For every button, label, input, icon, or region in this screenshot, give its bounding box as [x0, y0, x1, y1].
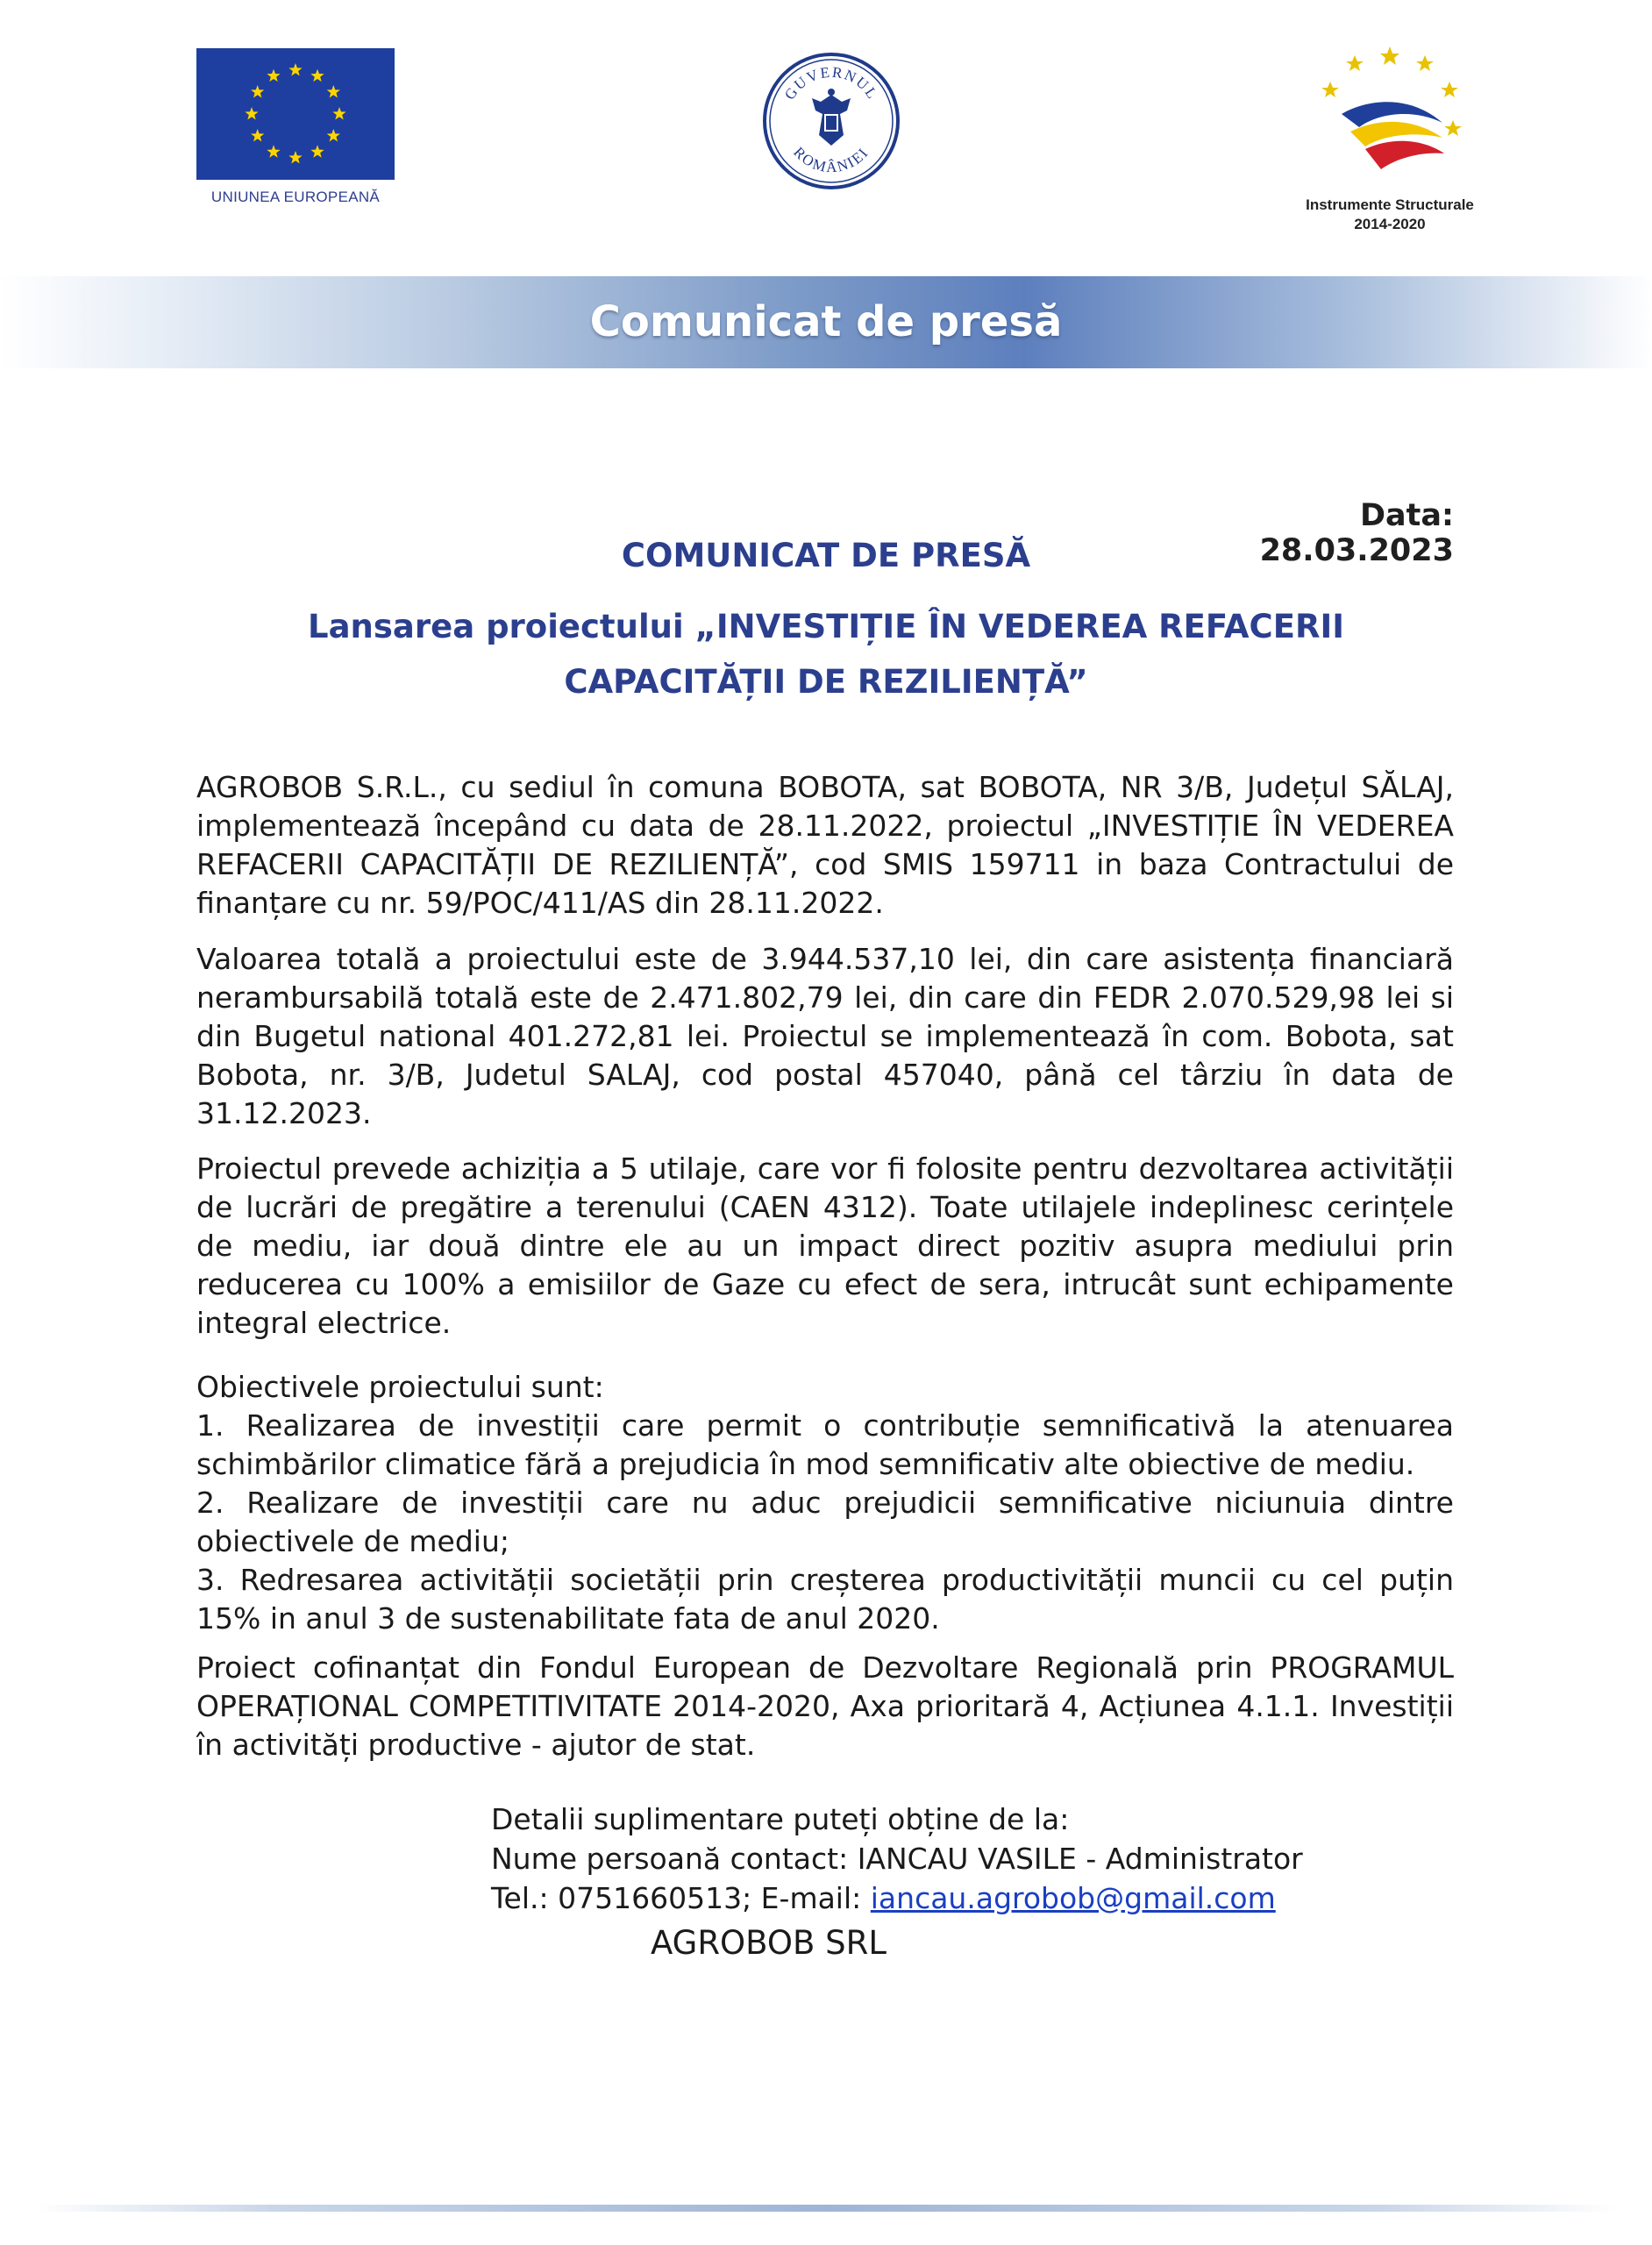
paragraph-project-value: Valoarea totală a proiectului este de 3.944.537,10 lei, din care asistența financiară nerambursabilă totală este de 2.471.802,79 lei, din care din FEDR 2.070.529,98 lei si din Bugetul national 401.272,81 lei. Proiectul se implementează în com. Bobota, sat Bobota, nr. 3/B, Judetul SALAJ, cod postal 457040, până cel târziu în data de 31.12.2023. [196, 942, 1454, 1130]
objective-item: 3. Redresarea activității societății prin creșterea productivității muncii cu cel puțin 15% in anul 3 de sustenabilitate fata de anul 2020. [196, 1563, 1454, 1636]
project-title-line1: Lansarea proiectului „INVESTIȚIE ÎN VEDEREA REFACERII [308, 608, 1344, 645]
eu-flag-icon [196, 48, 395, 180]
objective-item: 2. Realizare de investiții care nu aduc prejudicii semnificative niciunuia dintre obiectivele de mediu; [196, 1486, 1454, 1558]
press-release-banner [0, 276, 1652, 368]
government-seal-logo [761, 51, 901, 191]
structural-instruments-logo [1276, 39, 1504, 241]
banner-title: Comunicat de presă [589, 297, 1063, 346]
objective-item: 1. Realizarea de investiții care permit o contribuție semnificativă la atenuarea schimbărilor climatice fără a prejudicia în mod semnificativ alte obiective de mediu. [196, 1408, 1454, 1481]
structural-instruments-caption-line1: Instrumente Structurale [1306, 196, 1474, 213]
contact-details [491, 1800, 1456, 1918]
structural-instruments-caption-line2: 2014-2020 [1354, 216, 1426, 232]
svg-text:GUVERNUL: GUVERNUL [780, 63, 882, 103]
contact-phone: Tel.: 0751660513; E-mail: [491, 1881, 871, 1915]
contact-intro: Detalii suplimentare puteți obține de la: [491, 1802, 1070, 1836]
svg-text:ROMÂNIEI: ROMÂNIEI [790, 143, 872, 176]
paragraph-company-info: AGROBOB S.R.L., cu sediul în comuna BOBOTA, sat BOBOTA, NR 3/B, Județul SĂLAJ, implementează începând cu data de 28.11.2022, proiectul „INVESTIȚIE ÎN VEDEREA REFACERII CAPACITĂȚII DE REZILIENȚĂ”, cod SMIS 159711 in baza Contractului de finanțare cu nr. 59/POC/411/AS din 28.11.2022. [196, 770, 1454, 920]
paragraph-project-equipment: Proiectul prevede achiziția a 5 utilaje, care vor fi folosite pentru dezvoltarea activității de lucrări de pregătire a terenului (CAEN 4312). Toate utilajele indeplinesc cerințele de mediu, iar două dintre ele au un impact direct pozitiv asupra mediului prin reducerea cu 100% a emisiilor de Gaze cu efect de sera, intrucât sunt echipamente integral electrice. [196, 1151, 1454, 1340]
company-signature: AGROBOB SRL [651, 1924, 887, 1962]
objectives-title: Obiectivele proiectului sunt: [196, 1370, 604, 1404]
government-seal-icon [761, 51, 901, 191]
contact-person: Nume persoană contact: IANCAU VASILE - Administrator [491, 1842, 1303, 1876]
release-date: Data: 28.03.2023 [1259, 498, 1454, 568]
structural-instruments-icon [1311, 39, 1469, 193]
project-title-line2: CAPACITĂȚII DE REZILIENȚĂ” [564, 663, 1088, 701]
eu-logo [196, 48, 395, 210]
email-link[interactable]: iancau.agrobob@gmail.com [870, 1881, 1276, 1915]
footer-divider [35, 2205, 1617, 2212]
structural-instruments-caption [1276, 196, 1504, 234]
document-heading: COMUNICAT DE PRESĂ [621, 537, 1031, 574]
objectives-section [196, 1368, 1454, 1638]
eu-caption: UNIUNEA EUROPEANĂ [210, 189, 381, 205]
paragraph-cofinancing: Proiect cofinanțat din Fondul European de Dezvoltare Regională prin PROGRAMUL OPERAȚIONAL COMPETITIVITATE 2014-2020, Axa prioritară 4, Acțiunea 4.1.1. Investiții în activități productive - ajutor de stat. [196, 1650, 1454, 1762]
contact-phone-email [491, 1878, 1456, 1918]
